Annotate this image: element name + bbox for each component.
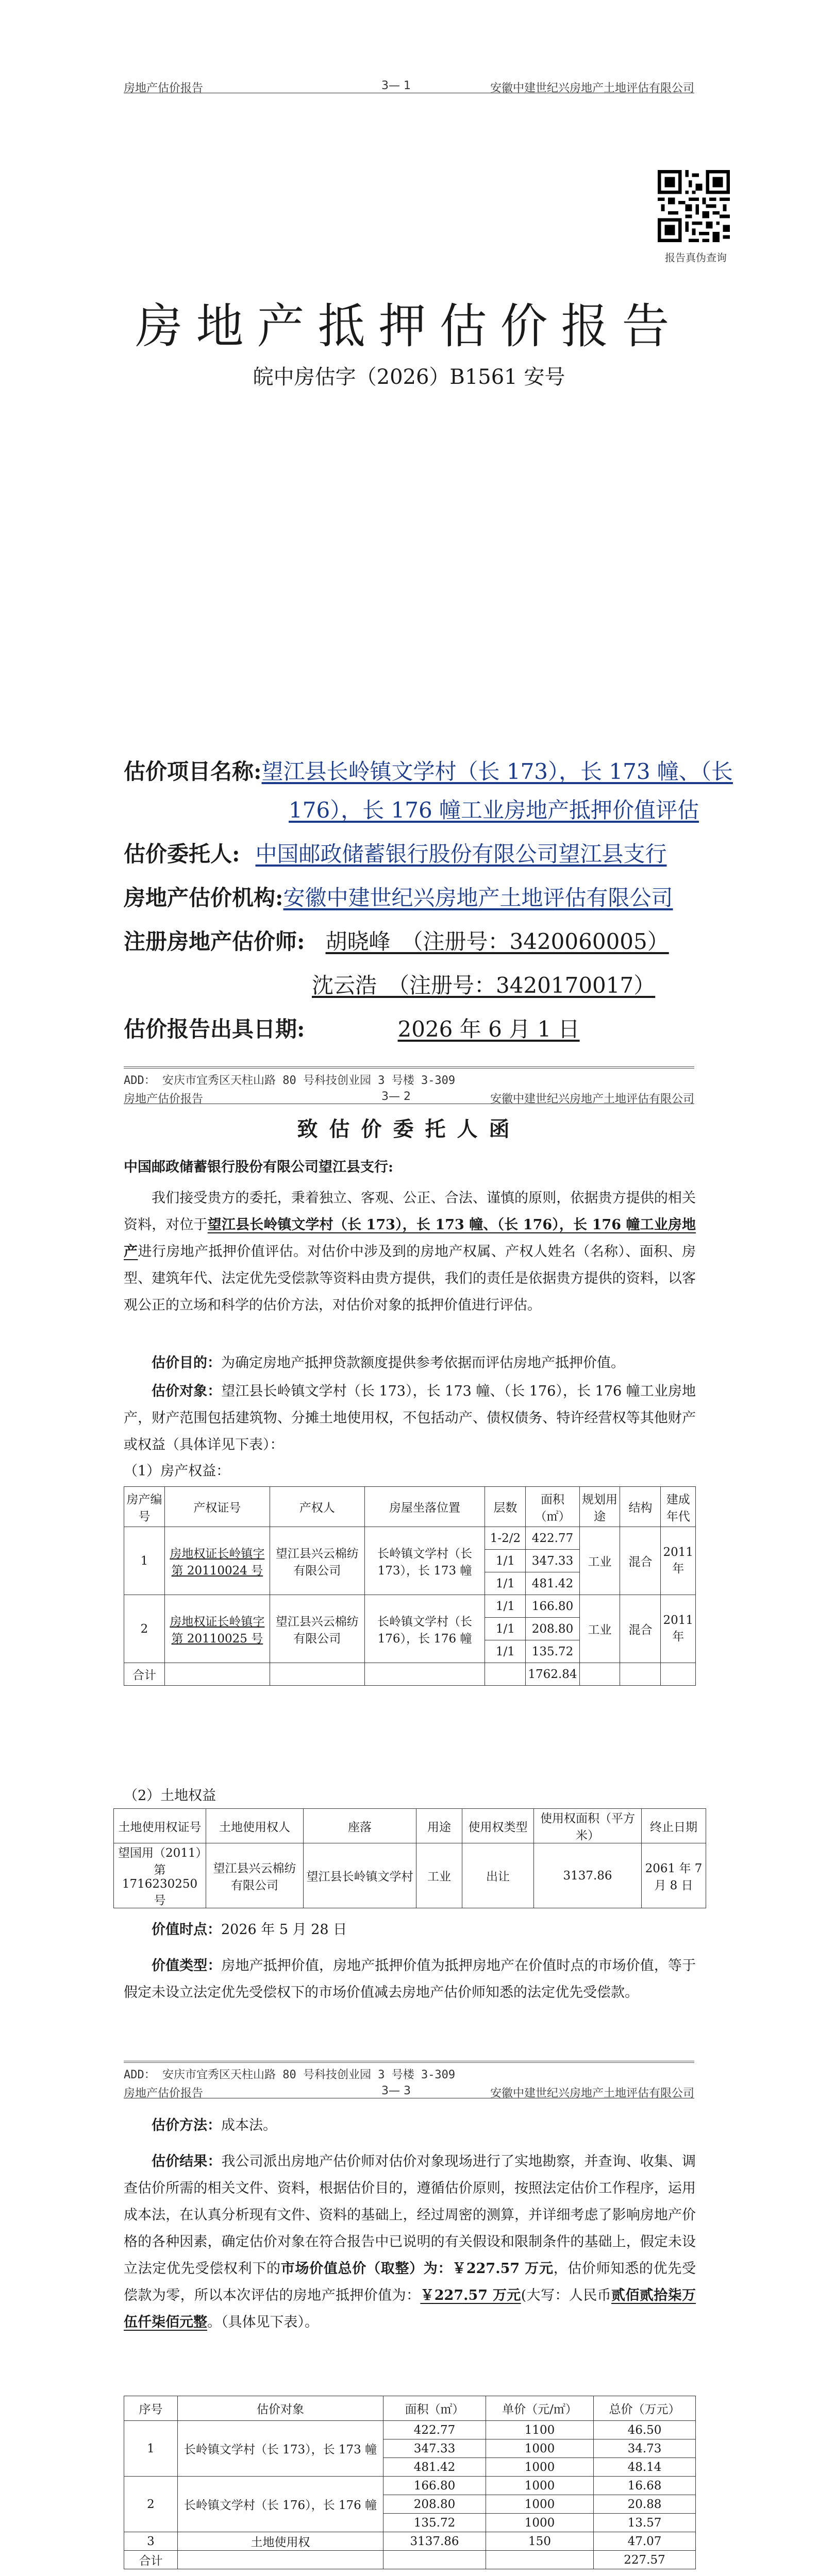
project-label: 估价项目名称: <box>124 759 262 784</box>
table-row: 1/1 208.80 <box>124 1618 696 1640</box>
col-header: 规划用途 <box>579 1487 620 1527</box>
col-header: 面积（㎡） <box>383 2396 486 2421</box>
letter-intro: 我们接受贵方的委托，秉着独立、客观、公正、合法、谨慎的原则，依据贵方提供的相关资料，对位于望江县长岭镇文学村（长 173），长 173 幢、（长 176），长 176 幢工业房地产进行房地产抵押价值评估。对估价中涉及到的房地产权属、产权人姓名（名称）、面积、房型、建筑年代、法定优先受偿款等资料由贵方提供，我们的责任是依据贵方提供的资料，以客观公正的立场和科学的估价方法，对估价对象的抵押价值进行评估。 <box>124 1190 696 1313</box>
col-header: 产权人 <box>270 1487 364 1527</box>
col-header: 座落 <box>304 1809 416 1843</box>
col-header: 用途 <box>416 1809 462 1843</box>
result-para: 估价结果：我公司派出房地产估价师对估价对象现场进行了实地勘察，并查询、收集、调查估价所需的相关文件、资料，根据估价目的，遵循估价原则，按照法定估价工作程序，运用成本法，在认真分析现有文件、资料的基础上，经过周密的测算，并详细考虑了影响房地产价格的各种因素，确定估价对象在符合报告中已说明的有关假设和限制条件的基础上，假定未设立法定优先受偿权利下的市场价值总价（取整）为：￥227.57 万元，估价师知悉的优先受偿款为零，所以本次评估的房地产抵押价值为：￥227.57 万元(大写：人民币贰佰贰拾柒万伍仟柒佰元整。（具体见下表）。 <box>124 2154 696 2330</box>
valuation-table <box>124 2396 696 2569</box>
table-row: 望国用（2011）第 1716230250 号 望江县兴云棉纺有限公司 望江县长岭镇文学村 工业 出让 3137.86 2061 年 7 月 8 日 <box>114 1843 706 1908</box>
col-header: 序号 <box>124 2396 178 2421</box>
letter-addressee: 中国邮政储蓄银行股份有限公司望江县支行: <box>124 1159 393 1175</box>
agency-label: 房地产估价机构: <box>124 885 283 910</box>
table-row: 1 房地权证长岭镇字第 20110024 号 望江县兴云棉纺有限公司 长岭镇文学村（长 173），长 173 幢 1-2/2 422.77 工业 混合 2011 年 <box>124 1527 696 1550</box>
table-row: 3 土地使用权 3137.86 150 47.07 <box>124 2532 696 2551</box>
col-header: 土地使用权证号 <box>114 1809 206 1843</box>
table-row: 1/1 135.72 <box>124 1640 696 1663</box>
table-row: 1 长岭镇文学村（长 173），长 173 幢 422.77 1100 46.50 <box>124 2421 696 2439</box>
object-para: 估价对象：望江县长岭镇文学村（长 173），长 173 幢、（长 176），长 176 幢工业房地产，财产范围包括建筑物、分摊土地使用权，不包括动产、债权债务、特许经营权等其他财产或权益（具体详见下表）： <box>124 1383 696 1453</box>
letter-title: 致估价委托人函 <box>297 1117 521 1141</box>
table-row: 481.42 1000 48.14 <box>124 2458 696 2477</box>
project-value-line2: 176），长 176 幢工业房地产抵押价值评估 <box>289 798 699 823</box>
table-row: 2 房地权证长岭镇字第 20110025 号 望江县兴云棉纺有限公司 长岭镇文学村（长 176），长 176 幢 1/1 166.80 工业 混合 2011 年 <box>124 1595 696 1618</box>
header-page: 3— 3 <box>381 2084 411 2097</box>
col-header: 建成年代 <box>661 1487 696 1527</box>
table-row: 2 长岭镇文学村（长 176），长 176 幢 166.80 1000 16.68 <box>124 2477 696 2495</box>
date-label: 估价报告出具日期: <box>124 1016 305 1042</box>
land-caption: （2）土地权益 <box>124 1788 216 1804</box>
date-value: 2026 年 6 月 1 日 <box>397 1016 580 1042</box>
agency-value: 安徽中建世纪兴房地产土地评估有限公司 <box>283 885 673 910</box>
table-total-row: 合计 227.57 <box>124 2551 696 2569</box>
header-right: 安徽中建世纪兴房地产土地评估有限公司 <box>490 1093 694 1106</box>
purpose-para: 估价目的：为确定房地产抵押贷款额度提供参考依据而评估房地产抵押价值。 <box>152 1355 625 1371</box>
header-left: 房地产估价报告 <box>124 2087 204 2100</box>
col-header: 结构 <box>620 1487 661 1527</box>
house-caption: （1）房产权益： <box>124 1463 230 1479</box>
value-type-para: 价值类型：房地产抵押价值，房地产抵押价值为抵押房地产在价值时点的市场价值，等于假定未设立法定优先受偿权下的市场价值减去房地产估价师知悉的法定优先受偿款。 <box>124 1958 696 2001</box>
header-right: 安徽中建世纪兴房地产土地评估有限公司 <box>490 2087 694 2100</box>
client-label: 估价委托人: <box>124 841 240 867</box>
col-header: 层数 <box>485 1487 526 1527</box>
appraiser-1: 胡晓峰 （注册号：3420060005） <box>325 929 669 954</box>
table-row: 347.33 1000 34.73 <box>124 2439 696 2458</box>
table-total-row: 合计 1762.84 <box>124 1663 696 1686</box>
page-header <box>124 2082 694 2098</box>
header-page: 3— 2 <box>381 1090 411 1103</box>
table-row: 1/1 347.33 <box>124 1550 696 1572</box>
report-number: 皖中房估字（2026）B1561 安号 <box>253 365 565 389</box>
report-title: 房地产抵押估价报告 <box>135 299 683 354</box>
object-address: 望江县长岭镇文学村（长 173），长 173 幢、（长 176），长 176 幢工业房地产 <box>124 1217 696 1260</box>
qr-label: 报告真伪查询 <box>665 251 727 264</box>
col-header: 总价（万元） <box>594 2396 696 2421</box>
method-para: 估价方法：成本法。 <box>152 2117 277 2133</box>
header-page: 3— 1 <box>381 79 411 92</box>
header-left: 房地产估价报告 <box>124 82 204 95</box>
value-date-para: 价值时点：2026 年 5 月 28 日 <box>152 1922 347 1938</box>
appraiser-label: 注册房地产估价师: <box>124 929 305 954</box>
table-row: 135.72 1000 13.57 <box>124 2514 696 2532</box>
col-header: 终止日期 <box>642 1809 706 1843</box>
col-header: 单价（元/㎡） <box>486 2396 594 2421</box>
project-value-line1: 望江县长岭镇文学村（长 173），长 173 幢、（长 <box>261 759 733 784</box>
col-header: 使用权面积（平方米） <box>534 1809 642 1843</box>
col-header: 房屋坐落位置 <box>364 1487 485 1527</box>
table-row: 208.80 1000 20.88 <box>124 2495 696 2514</box>
footer-address: ADD： 安庆市宜秀区天柱山路 80 号科技创业园 3 号楼 3-309 <box>124 1074 456 1087</box>
table-row: 1/1 481.42 <box>124 1572 696 1595</box>
col-header: 土地使用权人 <box>206 1809 304 1843</box>
col-header: 估价对象 <box>178 2396 383 2421</box>
header-right: 安徽中建世纪兴房地产土地评估有限公司 <box>490 82 694 95</box>
header-left: 房地产估价报告 <box>124 1093 204 1106</box>
footer-address: ADD： 安庆市宜秀区天柱山路 80 号科技创业园 3 号楼 3-309 <box>124 2069 456 2081</box>
col-header: 面积（㎡） <box>526 1487 579 1527</box>
appraiser-2: 沈云浩 （注册号：3420170017） <box>312 973 656 998</box>
col-header: 产权证号 <box>164 1487 270 1527</box>
col-header: 使用权类型 <box>462 1809 534 1843</box>
client-value: 中国邮政储蓄银行股份有限公司望江县支行 <box>255 841 667 867</box>
col-header: 房产编号 <box>124 1487 165 1527</box>
